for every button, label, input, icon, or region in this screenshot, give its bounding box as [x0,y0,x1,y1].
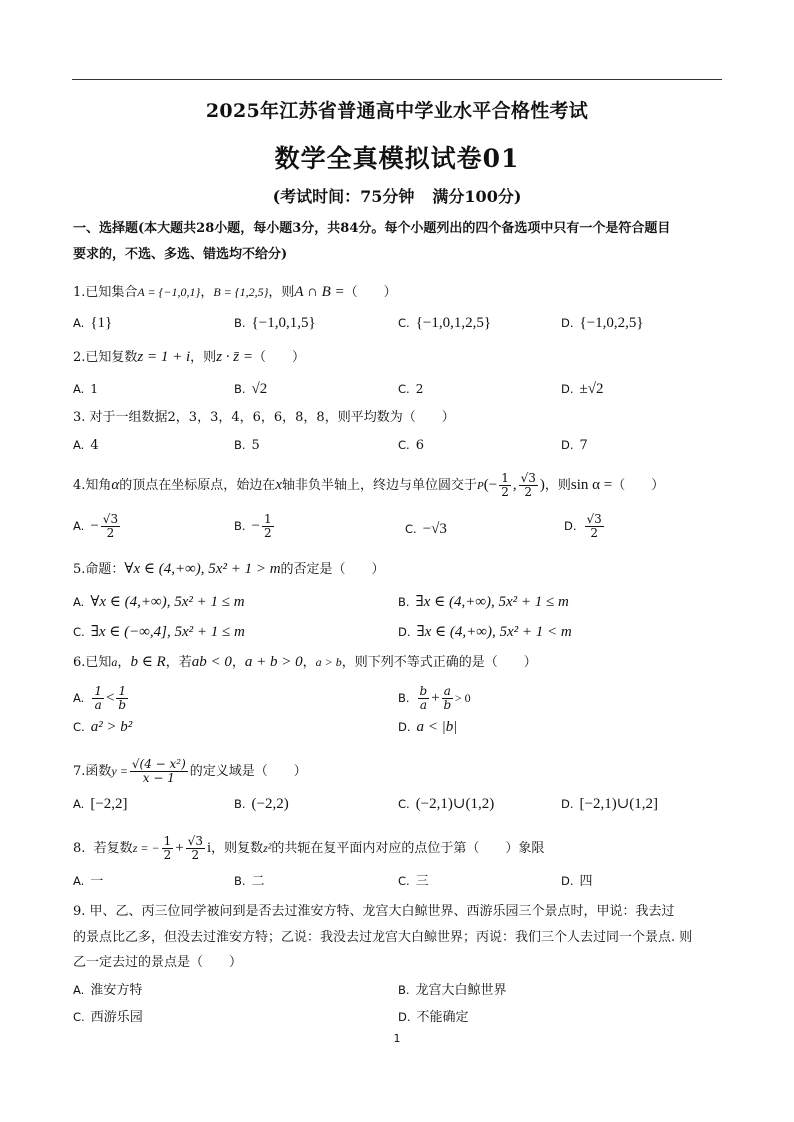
option-label: B. [234,382,246,396]
q8-plus: + [175,840,184,856]
option-label: C. [398,438,410,452]
q7-text1: 函数 [85,764,112,779]
q7-option-b [234,795,289,814]
option-text: (−2,2) [251,796,289,812]
q3-option-d [561,436,588,455]
time-label: (考试时间：75分钟 [272,187,415,206]
q6-option-b [398,685,471,712]
option-text: {−1,0,1,5} [251,315,316,331]
option-text: 淮安方特 [90,983,143,998]
option-label: A. [73,438,85,452]
question-9-line1: 9. 甲、乙、丙三位同学被问到是否去过淮安方特、龙宫大白鲸世界、西游乐园三个景点时，甲说：我去过 [73,904,675,919]
q6-cond1: ab < 0 [191,654,232,670]
numerator: 1 [501,471,509,485]
option-frac [585,513,604,540]
page-number: 1 [393,1032,401,1045]
q2-number: 2. [73,350,86,365]
q7-number: 7. [73,764,86,779]
option-text: 三 [415,874,429,889]
question-5 [73,560,385,579]
q8-i: i [206,840,212,856]
option-label: A. [73,519,85,533]
q6-cond2: a + b > 0 [244,654,303,670]
option-label: B. [398,983,410,997]
numerator: √3 [586,512,602,526]
option-text: 龙宫大白鲸世界 [415,983,507,998]
option-text: ∀x ∈ (4,+∞), 5x² + 1 ≤ m [90,594,245,610]
option-text: [−2,2] [90,796,128,812]
q4-point-p: P [477,480,484,492]
numerator: √3 [187,834,203,848]
option-label: C. [398,874,410,888]
option-label: A. [73,874,85,888]
q1-comma: ， [200,285,214,300]
q6-option-d [398,718,457,737]
numerator: b [419,684,428,698]
option-text: {−1,0,2,5} [579,315,644,331]
option-op: < [105,690,115,706]
q5-expr: ∀x ∈ (4,+∞), 5x² + 1 > m [124,561,281,577]
question-3: 3. 对于一组数据2，3，3，4，6，6，8，8，则平均数为（ ） [73,410,455,425]
q3-option-c [398,436,424,455]
option-label: B. [234,316,246,330]
option-text: 7 [579,438,588,453]
numerator: 1 [163,834,172,848]
q5-option-d [398,623,572,642]
q4-option-c [405,520,447,539]
option-label: D. [398,1010,411,1024]
denominator: a [94,698,102,712]
q7-y: y = [111,764,128,778]
q6-b-in-r: b ∈ R [130,654,166,670]
option-label: C. [398,797,410,811]
option-text: √2 [251,381,268,397]
q4-text3: 轴非负半轴上，终边与单位圆交于 [281,478,477,493]
q6-a: a [111,655,118,669]
q8-text2: ，则复数 [211,841,264,856]
q2-option-c [398,380,423,399]
q6-number: 6. [73,655,86,670]
q4-sep: , [512,477,517,493]
q8-frac-1 [162,835,174,862]
q7-option-c [398,795,494,814]
option-text: ∃x ∈ (4,+∞), 5x² + 1 < m [416,624,572,640]
numerator: √(4 − x²) [131,757,186,771]
option-text: [−2,1)∪(1,2] [579,796,659,812]
q7-option-a [73,795,128,814]
question-9-line3: 乙一定去过的景点是（ ） [73,955,243,970]
option-text: ∃x ∈ (4,+∞), 5x² + 1 ≤ m [415,594,569,610]
option-label: D. [398,625,411,639]
q1-option-b [234,314,316,333]
q4-sin: sin α = [570,477,613,493]
numerator: 1 [118,684,127,698]
option-text: a² > b² [90,719,133,735]
option-label: B. [234,519,246,533]
option-frac [116,685,128,712]
q9-option-d [398,1008,469,1027]
option-text: 西游乐园 [90,1010,143,1025]
q9-option-c [73,1008,143,1027]
q1-option-c [398,314,491,333]
option-text: {−1,0,1,2,5} [415,315,492,331]
option-text: −√3 [422,521,447,537]
q2-text-pre: 已知复数 [85,350,138,365]
option-label: D. [561,874,574,888]
q2-text-mid: ，则 [190,350,217,365]
option-label: A. [73,691,85,705]
q4-frac-1 [499,472,511,499]
denominator: 2 [106,526,115,540]
q8-number: 8. [73,841,86,856]
option-label: A. [73,595,85,609]
q6-cond3: a > b [315,655,342,669]
option-frac [101,513,120,540]
q4-text1: 知角 [85,478,112,493]
q6-comma: ， [117,655,131,670]
exam-title: 2025年江苏省普通高中学业水平合格性考试 [205,100,589,122]
option-label: D. [561,316,574,330]
q4-text4: ，则 [544,478,571,493]
q6-text1: 已知 [85,655,112,670]
q8-option-b [234,872,265,891]
option-text: 5 [251,438,260,453]
option-sign: − [90,518,99,534]
option-label: D. [398,720,411,734]
q4-option-b [234,513,276,540]
question-2 [73,348,305,367]
q5-option-b [398,593,569,612]
option-op: + [431,690,440,706]
option-label: C. [73,720,85,734]
option-text: 4 [90,438,99,453]
q2-option-a [73,380,98,399]
q4-x: x [275,477,282,493]
option-text: 二 [251,874,265,889]
q8-z-squared: z² [263,841,272,855]
q8-z: z = − [132,841,160,855]
option-text: 一 [90,874,104,889]
q9-option-b [398,981,507,1000]
option-text: 6 [415,438,424,453]
option-text: a < |b| [416,719,458,735]
option-text: 不能确定 [416,1010,469,1025]
denominator: 2 [590,526,598,540]
q2-option-b [234,380,267,399]
section-heading-line2: 要求的，不选、多选、错选均不给分) [73,247,288,262]
option-text: ∃x ∈ (−∞,4], 5x² + 1 ≤ m [90,624,245,640]
numerator: a [443,684,451,698]
numerator: √3 [102,512,119,526]
option-label: C. [405,522,417,536]
q4-paren-open: (− [483,477,498,493]
q8-option-c [398,872,429,891]
q6-option-a [73,685,130,712]
question-9-line2: 的景点比乙多，但没去过淮安方特；乙说：我没去过龙宫大白鲸世界；丙说：我们三个人去过同一个景点. 则 [73,930,693,945]
denominator: 2 [163,848,172,862]
header-rule [72,79,722,80]
q4-number: 4. [73,478,86,493]
option-frac [442,685,453,712]
paper-title: 数学全真模拟试卷01 [274,144,520,173]
section-heading-line1: 一、选择题(本大题共28小题，每小题3分，共84分。每个小题列出的四个备选项中只有一个是符合题目 [73,221,671,236]
q4-option-a [73,513,122,540]
q7-frac [130,758,188,785]
q3-option-b [234,436,260,455]
denominator: x − 1 [142,771,175,785]
question-1 [73,283,397,302]
numerator: 1 [264,512,272,526]
q3-option-a [73,436,99,455]
option-label: B. [234,874,246,888]
score-label: 满分100分) [432,187,522,206]
q1-set-b: B = {1,2,5} [213,285,269,299]
exam-info [0,184,794,207]
q7-option-d [561,795,658,814]
option-label: D. [561,797,574,811]
option-label: C. [398,316,410,330]
q8-text3: 的共轭在复平面内对应的点位于第（ ）象限 [271,841,545,856]
q4-alpha: α [111,477,120,493]
q4-blank: （ ） [612,478,665,493]
denominator: a [419,698,427,712]
numerator: √3 [520,471,536,485]
option-label: A. [73,316,85,330]
q4-frac-2 [519,472,538,499]
option-text: (−2,1)∪(1,2) [415,796,495,812]
option-label: D. [561,438,574,452]
option-text: 2 [415,382,424,396]
denominator: b [443,698,452,712]
q5-number: 5. [73,562,86,577]
option-text: {1} [90,315,113,331]
option-label: C. [73,625,85,639]
option-label: B. [234,438,246,452]
q1-set-a: A = {−1,0,1} [137,285,201,299]
denominator: 2 [264,526,272,540]
option-label: A. [73,983,85,997]
q8-text1: 若复数 [93,841,133,856]
option-frac [418,685,430,712]
q1-blank: （ ） [344,285,397,300]
option-label: A. [73,382,85,396]
option-text: 1 [90,382,98,396]
option-label: D. [564,519,577,533]
q1-text-pre: 已知集合 [85,285,138,300]
option-tail: > 0 [454,691,471,705]
q5-option-a [73,593,245,612]
option-frac [92,685,104,712]
q5-text2: 的否定是（ ） [280,562,385,577]
q6-text3: ，则下列不等式正确的是（ ） [341,655,537,670]
q9-option-a [73,981,142,1000]
question-6: 6.已知a，b ∈ R，若ab < 0，a + b > 0，a > b，则下列不等式正确的是（ ） [73,654,537,670]
denominator: 2 [524,485,533,499]
q5-text1: 命题： [85,562,125,577]
option-label: B. [234,797,246,811]
question-8 [73,835,544,862]
option-sign: − [251,518,261,534]
question-7 [73,758,307,785]
q2-option-d [561,380,603,399]
option-text: ±√2 [579,381,604,397]
q2-expr1: z = 1 + i [137,349,191,365]
q8-option-a [73,872,103,891]
q1-option-d [561,314,644,333]
q4-paren-close: ) [539,477,545,493]
option-label: A. [73,797,85,811]
q4-option-d [564,513,606,540]
denominator: b [118,698,127,712]
q8-option-d [561,872,593,891]
q1-text-mid: ，则 [268,285,295,300]
denominator: 2 [191,848,200,862]
q2-expr2: z · z̄ = [216,349,253,365]
q1-expr: A ∩ B = [294,284,345,300]
option-label: B. [398,595,410,609]
q5-option-c [73,623,245,642]
question-4 [73,472,664,499]
numerator: 1 [94,684,102,698]
q8-frac-2 [186,835,205,862]
option-label: D. [561,382,574,396]
option-frac [262,513,274,540]
option-label: C. [398,382,410,396]
q6-text2: ，若 [165,655,192,670]
q4-text2: 的顶点在坐标原点，始边在 [119,478,276,493]
q2-blank: （ ） [252,350,305,365]
option-label: C. [73,1010,85,1024]
denominator: 2 [501,485,509,499]
q7-text2: 的定义域是（ ） [189,764,307,779]
q1-number: 1. [73,285,86,300]
option-label: B. [398,691,410,705]
q1-option-a [73,314,112,333]
q6-option-c [73,718,132,737]
option-text: 四 [579,874,593,889]
